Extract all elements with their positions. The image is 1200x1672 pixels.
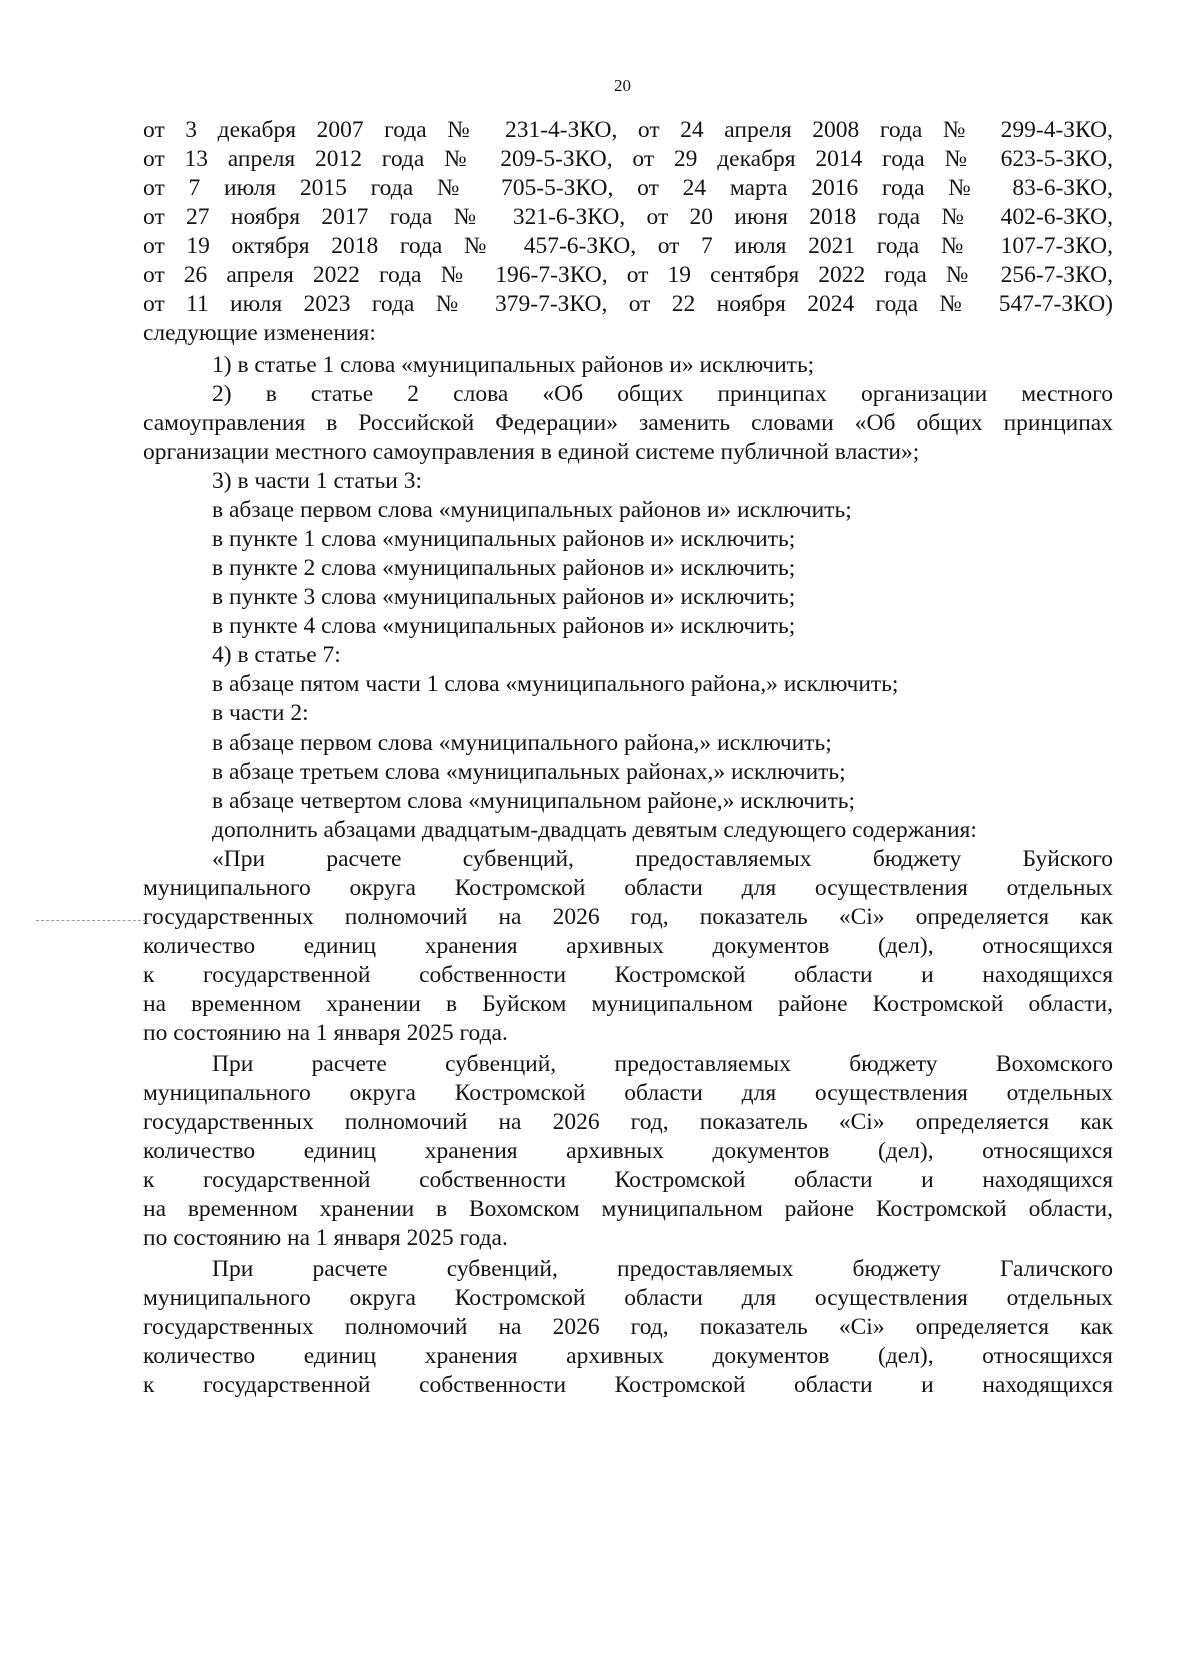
text-line: по состоянию на 1 января 2025 года. xyxy=(143,1225,508,1251)
text-line: по состоянию на 1 января 2025 года. xyxy=(143,1020,508,1046)
text-line: государственных полномочий на 2026 год, показатель «Ci» определяется как xyxy=(143,1314,1113,1340)
text-line: дополнить абзацами двадцатым-двадцать девятым следующего содержания: xyxy=(212,817,977,843)
scan-artifact-line xyxy=(36,920,146,922)
text-line: При расчете субвенций, предоставляемых бюджету Галичского xyxy=(212,1256,1113,1282)
text-line: от 11 июля 2023 года № 379-7-ЗКО, от 22 ноября 2024 года № 547-7-ЗКО) xyxy=(143,291,1113,317)
text-line: в части 2: xyxy=(212,700,309,726)
text-line: муниципального округа Костромской области для осуществления отдельных xyxy=(143,1285,1113,1311)
text-line: 3) в части 1 статьи 3: xyxy=(212,468,422,494)
text-line: в абзаце четвертом слова «муниципальном районе,» исключить; xyxy=(212,788,856,814)
text-line: в пункте 2 слова «муниципальных районов и» исключить; xyxy=(212,555,796,581)
text-line: от 26 апреля 2022 года № 196-7-ЗКО, от 19 сентября 2022 года № 256-7-ЗКО, xyxy=(143,262,1113,288)
text-line: самоуправления в Российской Федерации» заменить словами «Об общих принципах xyxy=(143,410,1113,436)
text-line: от 19 октября 2018 года № 457-6-ЗКО, от 7 июля 2021 года № 107-7-ЗКО, xyxy=(143,233,1113,259)
text-line: 4) в статье 7: xyxy=(212,642,341,668)
text-line: к государственной собственности Костромской области и находящихся xyxy=(143,1372,1113,1398)
text-line: в пункте 1 слова «муниципальных районов и» исключить; xyxy=(212,526,796,552)
text-line: в абзаце первом слова «муниципальных районов и» исключить; xyxy=(212,497,852,523)
text-line: муниципального округа Костромской области для осуществления отдельных xyxy=(143,875,1113,901)
text-line: 1) в статье 1 слова «муниципальных районов и» исключить; xyxy=(212,352,815,378)
text-line: к государственной собственности Костромской области и находящихся xyxy=(143,962,1113,988)
text-line: следующие изменения: xyxy=(143,320,376,346)
text-line: в абзаце пятом части 1 слова «муниципального района,» исключить; xyxy=(212,671,899,697)
text-line: в абзаце первом слова «муниципального района,» исключить; xyxy=(212,730,832,756)
text-line: на временном хранении в Буйском муниципальном районе Костромской области, xyxy=(143,991,1113,1017)
text-line: от 13 апреля 2012 года № 209-5-ЗКО, от 29 декабря 2014 года № 623-5-ЗКО, xyxy=(143,146,1113,172)
text-line: муниципального округа Костромской области для осуществления отдельных xyxy=(143,1080,1113,1106)
text-line: в абзаце третьем слова «муниципальных районах,» исключить; xyxy=(212,759,846,785)
text-line: 2) в статье 2 слова «Об общих принципах организации местного xyxy=(212,381,1113,407)
text-line: от 27 ноября 2017 года № 321-6-ЗКО, от 20 июня 2018 года № 402-6-ЗКО, xyxy=(143,204,1113,230)
text-line: организации местного самоуправления в единой системе публичной власти»; xyxy=(143,439,920,465)
text-line: государственных полномочий на 2026 год, показатель «Ci» определяется как xyxy=(143,1109,1113,1135)
text-line: государственных полномочий на 2026 год, показатель «Ci» определяется как xyxy=(143,904,1113,930)
text-line: в пункте 3 слова «муниципальных районов и» исключить; xyxy=(212,584,796,610)
text-line: количество единиц хранения архивных документов (дел), относящихся xyxy=(143,1343,1113,1369)
text-line: от 7 июля 2015 года № 705-5-ЗКО, от 24 марта 2016 года № 83-6-ЗКО, xyxy=(143,175,1113,201)
page-number: 20 xyxy=(614,76,631,95)
text-line: к государственной собственности Костромской области и находящихся xyxy=(143,1167,1113,1193)
text-line: количество единиц хранения архивных документов (дел), относящихся xyxy=(143,1138,1113,1164)
text-line: количество единиц хранения архивных документов (дел), относящихся xyxy=(143,933,1113,959)
text-line: При расчете субвенций, предоставляемых бюджету Вохомского xyxy=(212,1051,1113,1077)
text-line: в пункте 4 слова «муниципальных районов и» исключить; xyxy=(212,613,796,639)
text-line: «При расчете субвенций, предоставляемых бюджету Буйского xyxy=(212,846,1113,872)
text-line: на временном хранении в Вохомском муниципальном районе Костромской области, xyxy=(143,1196,1113,1222)
text-line: от 3 декабря 2007 года № 231-4-ЗКО, от 24 апреля 2008 года № 299-4-ЗКО, xyxy=(143,117,1113,143)
